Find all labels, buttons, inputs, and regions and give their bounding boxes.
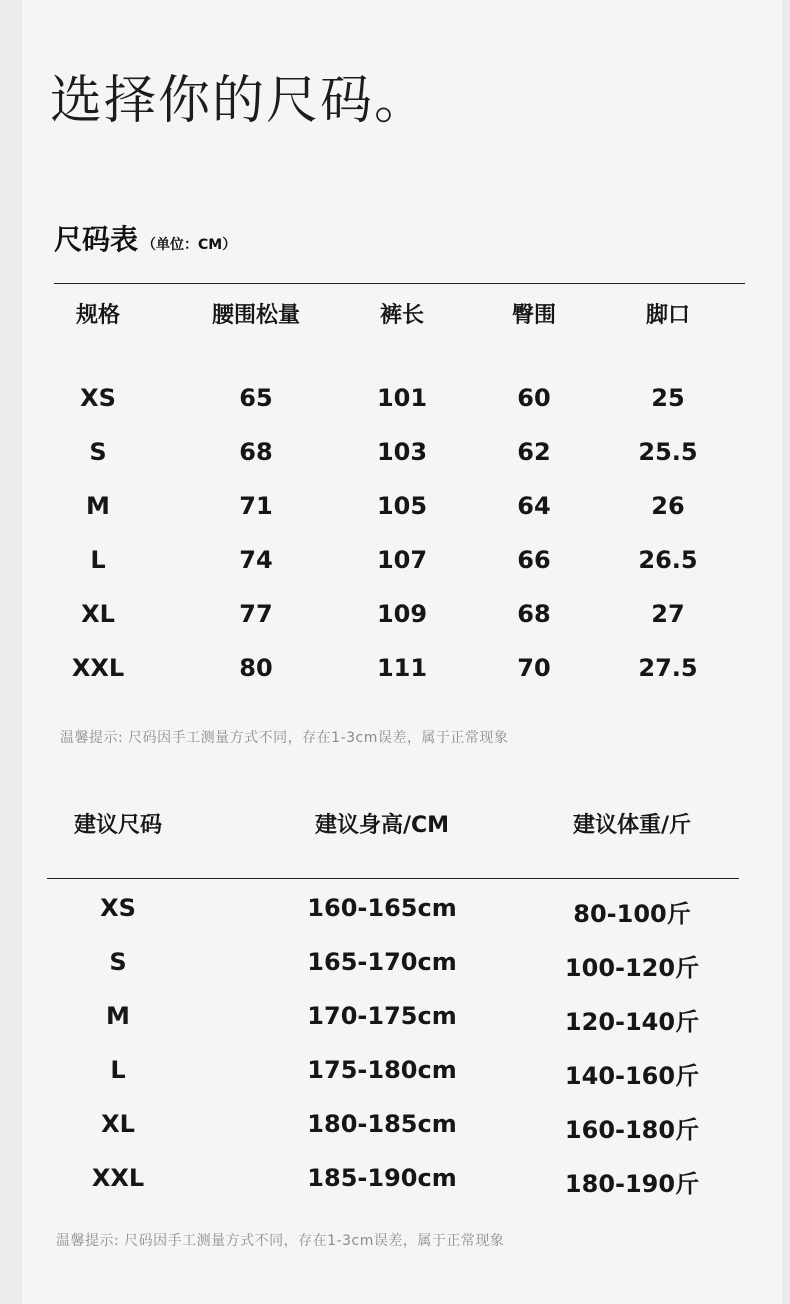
size-chart-cell: 25.5: [638, 438, 698, 466]
size-chart-top-rule: [54, 283, 745, 284]
recommend-chart-cell: 180-190斤: [564, 1170, 700, 1198]
size-chart-header-cell: 裤长: [379, 303, 425, 328]
page-title: 选择你的尺码。: [50, 71, 429, 131]
recommend-chart-cell: 160-165cm: [307, 894, 457, 922]
size-chart-cell: 64: [517, 492, 551, 520]
size-chart-cell: 101: [376, 384, 428, 412]
recommend-chart-cell: M: [106, 1002, 130, 1030]
size-chart-header-cell: 脚口: [645, 303, 691, 328]
size-chart-cell: S: [89, 438, 107, 466]
size-chart-cell: 74: [239, 546, 273, 574]
recommend-chart-header-cell: 建议身高/CM: [314, 813, 450, 838]
recommend-chart-note: 温馨提示: 尺码因手工测量方式不同，存在1-3cm误差，属于正常现象: [56, 1233, 505, 1249]
recommend-chart-cell: 165-170cm: [307, 948, 457, 976]
size-chart-cell: L: [90, 546, 106, 574]
recommend-chart-cell: XL: [101, 1110, 135, 1138]
size-chart-cell: 26.5: [638, 546, 698, 574]
page-panel: [22, 0, 782, 1304]
recommend-chart-cell: 185-190cm: [307, 1164, 457, 1192]
recommend-chart-cell: 160-180斤: [564, 1116, 700, 1144]
recommend-chart-cell: 175-180cm: [307, 1056, 457, 1084]
size-chart-cell: 103: [376, 438, 428, 466]
size-chart-cell: XXL: [71, 654, 125, 682]
size-chart-cell: 65: [239, 384, 273, 412]
size-chart-title-text: 尺码表: [54, 223, 139, 256]
size-chart-header-cell: 规格: [75, 303, 121, 328]
size-chart-note: 温馨提示: 尺码因手工测量方式不同，存在1-3cm误差，属于正常现象: [60, 730, 509, 746]
size-chart-cell: 71: [239, 492, 273, 520]
recommend-chart-cell: S: [109, 948, 127, 976]
size-chart-cell: 68: [239, 438, 273, 466]
size-chart-cell: 111: [376, 654, 428, 682]
recommend-chart-cell: 120-140斤: [564, 1008, 700, 1036]
recommend-chart-rule: [47, 878, 739, 879]
recommend-chart-cell: 170-175cm: [307, 1002, 457, 1030]
size-chart-cell: 66: [517, 546, 551, 574]
recommend-chart-header-cell: 建议体重/斤: [572, 813, 692, 838]
recommend-chart-cell: 100-120斤: [564, 954, 700, 982]
size-chart-cell: 77: [239, 600, 273, 628]
size-chart-header-cell: 臀围: [511, 303, 557, 328]
size-chart-unit: （单位：CM）: [142, 237, 237, 253]
size-chart-cell: 107: [376, 546, 428, 574]
size-chart-cell: M: [86, 492, 110, 520]
size-chart-cell: 25: [651, 384, 685, 412]
size-chart-cell: 27.5: [638, 654, 698, 682]
size-chart-cell: 105: [376, 492, 428, 520]
recommend-chart-cell: L: [110, 1056, 126, 1084]
size-chart-cell: 109: [376, 600, 428, 628]
recommend-chart-cell: 80-100斤: [573, 900, 691, 928]
recommend-chart-cell: XXL: [91, 1164, 145, 1192]
size-chart-cell: XL: [81, 600, 115, 628]
size-chart-cell: 80: [239, 654, 273, 682]
size-chart-cell: 26: [651, 492, 685, 520]
size-chart-cell: 62: [517, 438, 551, 466]
size-chart-cell: 70: [517, 654, 551, 682]
size-chart-cell: 60: [517, 384, 551, 412]
recommend-chart-header-cell: 建议尺码: [73, 813, 163, 838]
size-chart-title: [54, 218, 236, 258]
size-chart-cell: 68: [517, 600, 551, 628]
size-chart-cell: 27: [651, 600, 685, 628]
recommend-chart-cell: XS: [100, 894, 136, 922]
recommend-chart-cell: 180-185cm: [307, 1110, 457, 1138]
size-chart-header-cell: 腰围松量: [211, 303, 301, 328]
size-chart-cell: XS: [80, 384, 116, 412]
recommend-chart-cell: 140-160斤: [564, 1062, 700, 1090]
